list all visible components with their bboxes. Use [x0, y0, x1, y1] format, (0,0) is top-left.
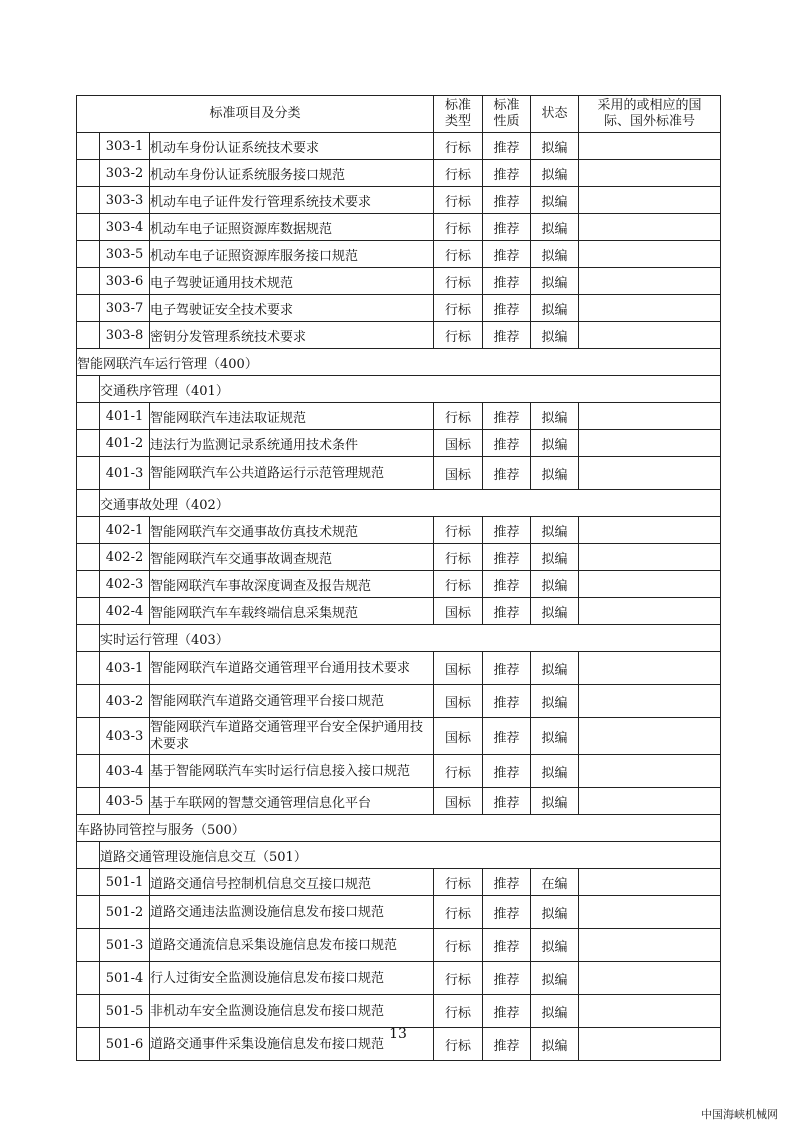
status-cell: 拟编 — [531, 241, 579, 268]
table-header-row — [77, 96, 721, 133]
indent-cell — [77, 685, 100, 718]
indent-cell — [77, 160, 100, 187]
reference-cell — [579, 995, 721, 1028]
code-cell: 403-3 — [100, 718, 150, 755]
name-cell: 非机动车安全监测设施信息发布接口规范 — [150, 995, 434, 1028]
name-cell: 道路交通流信息采集设施信息发布接口规范 — [150, 929, 434, 962]
nature-cell: 推荐 — [483, 544, 531, 571]
indent-cell — [77, 869, 100, 896]
subgroup-title-402: 交通事故处理（402） — [100, 490, 721, 517]
subgroup-row — [77, 376, 721, 403]
code-cell: 303-3 — [100, 187, 150, 214]
group-title-400: 智能网联汽车运行管理（400） — [77, 349, 721, 376]
indent-cell — [77, 403, 100, 430]
status-cell: 拟编 — [531, 268, 579, 295]
reference-cell — [579, 685, 721, 718]
subgroup-row — [77, 842, 721, 869]
reference-cell — [579, 187, 721, 214]
type-cell: 行标 — [434, 214, 483, 241]
header-reference: 采用的或相应的国 际、国外标准号 — [579, 96, 721, 133]
reference-cell — [579, 160, 721, 187]
indent-cell — [77, 544, 100, 571]
status-cell: 在编 — [531, 869, 579, 896]
nature-cell: 推荐 — [483, 403, 531, 430]
type-cell: 国标 — [434, 430, 483, 457]
indent-cell — [77, 788, 100, 815]
reference-cell — [579, 457, 721, 490]
indent-cell — [77, 241, 100, 268]
status-cell: 拟编 — [531, 571, 579, 598]
name-cell: 智能网联汽车交通事故仿真技术规范 — [150, 517, 434, 544]
header-status: 状态 — [531, 96, 579, 133]
status-cell: 拟编 — [531, 187, 579, 214]
header-nature: 标准 性质 — [483, 96, 531, 133]
reference-cell — [579, 214, 721, 241]
name-cell: 基于智能网联汽车实时运行信息接入接口规范 — [150, 755, 434, 788]
indent-cell — [77, 430, 100, 457]
table-row — [77, 896, 721, 929]
type-cell: 国标 — [434, 685, 483, 718]
code-cell: 403-2 — [100, 685, 150, 718]
status-cell: 拟编 — [531, 962, 579, 995]
table-row — [77, 962, 721, 995]
status-cell: 拟编 — [531, 929, 579, 962]
reference-cell — [579, 896, 721, 929]
code-cell: 501-2 — [100, 896, 150, 929]
subgroup-row — [77, 625, 721, 652]
indent-cell — [77, 376, 100, 403]
nature-cell: 推荐 — [483, 160, 531, 187]
type-cell: 行标 — [434, 896, 483, 929]
type-cell: 行标 — [434, 962, 483, 995]
name-cell: 行人过街安全监测设施信息发布接口规范 — [150, 962, 434, 995]
name-cell: 智能网联汽车公共道路运行示范管理规范 — [150, 457, 434, 490]
name-cell: 智能网联汽车交通事故调查规范 — [150, 544, 434, 571]
nature-cell: 推荐 — [483, 295, 531, 322]
nature-cell: 推荐 — [483, 517, 531, 544]
name-cell: 机动车电子证件发行管理系统技术要求 — [150, 187, 434, 214]
table-row — [77, 598, 721, 625]
status-cell: 拟编 — [531, 896, 579, 929]
indent-cell — [77, 571, 100, 598]
section-403b — [77, 755, 721, 815]
name-cell: 道路交通违法监测设施信息发布接口规范 — [150, 896, 434, 929]
type-cell: 行标 — [434, 160, 483, 187]
status-cell: 拟编 — [531, 403, 579, 430]
table-row — [77, 241, 721, 268]
type-cell: 行标 — [434, 517, 483, 544]
table-row — [77, 718, 721, 755]
code-cell: 403-1 — [100, 652, 150, 685]
name-cell: 智能网联汽车道路交通管理平台接口规范 — [150, 685, 434, 718]
indent-cell — [77, 214, 100, 241]
subgroup-row — [77, 490, 721, 517]
reference-cell — [579, 517, 721, 544]
type-cell: 行标 — [434, 1028, 483, 1061]
code-cell: 402-3 — [100, 571, 150, 598]
code-cell: 303-7 — [100, 295, 150, 322]
indent-cell — [77, 517, 100, 544]
type-cell: 行标 — [434, 187, 483, 214]
indent-cell — [77, 268, 100, 295]
name-cell: 机动车电子证照资源库服务接口规范 — [150, 241, 434, 268]
reference-cell — [579, 962, 721, 995]
type-cell: 行标 — [434, 133, 483, 160]
header-type: 标准 类型 — [434, 96, 483, 133]
table-row — [77, 133, 721, 160]
status-cell: 拟编 — [531, 295, 579, 322]
code-cell: 303-6 — [100, 268, 150, 295]
group-row — [77, 349, 721, 376]
table-row — [77, 869, 721, 896]
reference-cell — [579, 718, 721, 755]
type-cell: 行标 — [434, 322, 483, 349]
reference-cell — [579, 544, 721, 571]
table-row — [77, 160, 721, 187]
reference-cell — [579, 788, 721, 815]
status-cell: 拟编 — [531, 457, 579, 490]
type-cell: 行标 — [434, 571, 483, 598]
name-cell: 智能网联汽车车载终端信息采集规范 — [150, 598, 434, 625]
type-cell: 国标 — [434, 718, 483, 755]
code-cell: 401-1 — [100, 403, 150, 430]
group-row — [77, 815, 721, 842]
name-cell: 机动车身份认证系统服务接口规范 — [150, 160, 434, 187]
status-cell: 拟编 — [531, 598, 579, 625]
nature-cell: 推荐 — [483, 1028, 531, 1061]
code-cell: 501-3 — [100, 929, 150, 962]
status-cell: 拟编 — [531, 430, 579, 457]
indent-cell — [77, 490, 100, 517]
indent-cell — [77, 322, 100, 349]
indent-cell — [77, 755, 100, 788]
code-cell: 501-1 — [100, 869, 150, 896]
table-row — [77, 517, 721, 544]
code-cell: 403-5 — [100, 788, 150, 815]
type-cell: 行标 — [434, 544, 483, 571]
type-cell: 国标 — [434, 598, 483, 625]
indent-cell — [77, 896, 100, 929]
nature-cell: 推荐 — [483, 995, 531, 1028]
section-303 — [77, 133, 721, 349]
reference-cell — [579, 295, 721, 322]
table-row — [77, 295, 721, 322]
indent-cell — [77, 718, 100, 755]
reference-cell — [579, 869, 721, 896]
type-cell: 行标 — [434, 241, 483, 268]
type-cell: 行标 — [434, 268, 483, 295]
table-row — [77, 403, 721, 430]
name-cell: 智能网联汽车违法取证规范 — [150, 403, 434, 430]
watermark-text: 中国海峡机械网 — [701, 1108, 778, 1121]
table-row — [77, 430, 721, 457]
code-cell: 401-2 — [100, 430, 150, 457]
nature-cell: 推荐 — [483, 214, 531, 241]
table-row — [77, 685, 721, 718]
code-cell: 303-5 — [100, 241, 150, 268]
status-cell: 拟编 — [531, 755, 579, 788]
name-cell: 智能网联汽车道路交通管理平台通用技术要求 — [150, 652, 434, 685]
table-row — [77, 929, 721, 962]
indent-cell — [77, 842, 100, 869]
table-row — [77, 268, 721, 295]
name-cell: 电子驾驶证通用技术规范 — [150, 268, 434, 295]
section-402 — [77, 517, 721, 625]
code-cell: 501-5 — [100, 995, 150, 1028]
nature-cell: 推荐 — [483, 187, 531, 214]
type-cell: 国标 — [434, 788, 483, 815]
table-row — [77, 652, 721, 685]
status-cell: 拟编 — [531, 1028, 579, 1061]
name-cell: 道路交通事件采集设施信息发布接口规范 — [150, 1028, 434, 1061]
nature-cell: 推荐 — [483, 133, 531, 160]
indent-cell — [77, 598, 100, 625]
name-cell: 智能网联汽车道路交通管理平台安全保护通用技术要求 — [150, 718, 434, 755]
table-row — [77, 322, 721, 349]
header-item: 标准项目及分类 — [77, 96, 434, 133]
subgroup-title-401: 交通秩序管理（401） — [100, 376, 721, 403]
standards-table — [76, 95, 721, 1061]
nature-cell: 推荐 — [483, 962, 531, 995]
reference-cell — [579, 430, 721, 457]
reference-cell — [579, 571, 721, 598]
table-row — [77, 214, 721, 241]
type-cell: 行标 — [434, 995, 483, 1028]
code-cell: 501-6 — [100, 1028, 150, 1061]
nature-cell: 推荐 — [483, 457, 531, 490]
nature-cell: 推荐 — [483, 755, 531, 788]
reference-cell — [579, 652, 721, 685]
name-cell: 机动车身份认证系统技术要求 — [150, 133, 434, 160]
nature-cell: 推荐 — [483, 685, 531, 718]
indent-cell — [77, 929, 100, 962]
code-cell: 401-3 — [100, 457, 150, 490]
name-cell: 电子驾驶证安全技术要求 — [150, 295, 434, 322]
type-cell: 行标 — [434, 929, 483, 962]
reference-cell — [579, 755, 721, 788]
code-cell: 501-4 — [100, 962, 150, 995]
table-row — [77, 788, 721, 815]
indent-cell — [77, 187, 100, 214]
table-row — [77, 457, 721, 490]
nature-cell: 推荐 — [483, 571, 531, 598]
nature-cell: 推荐 — [483, 869, 531, 896]
reference-cell — [579, 929, 721, 962]
status-cell: 拟编 — [531, 995, 579, 1028]
nature-cell: 推荐 — [483, 788, 531, 815]
indent-cell — [77, 962, 100, 995]
code-cell: 403-4 — [100, 755, 150, 788]
type-cell: 国标 — [434, 652, 483, 685]
subgroup-title-501: 道路交通管理设施信息交互（501） — [100, 842, 721, 869]
nature-cell: 推荐 — [483, 896, 531, 929]
status-cell: 拟编 — [531, 652, 579, 685]
nature-cell: 推荐 — [483, 598, 531, 625]
type-cell: 行标 — [434, 755, 483, 788]
indent-cell — [77, 133, 100, 160]
indent-cell — [77, 457, 100, 490]
reference-cell — [579, 403, 721, 430]
reference-cell — [579, 268, 721, 295]
table-row — [77, 187, 721, 214]
subgroup-title-403: 实时运行管理（403） — [100, 625, 721, 652]
nature-cell: 推荐 — [483, 652, 531, 685]
code-cell: 303-8 — [100, 322, 150, 349]
name-cell: 智能网联汽车事故深度调查及报告规范 — [150, 571, 434, 598]
name-cell: 基于车联网的智慧交通管理信息化平台 — [150, 788, 434, 815]
nature-cell: 推荐 — [483, 430, 531, 457]
status-cell: 拟编 — [531, 718, 579, 755]
table-row — [77, 571, 721, 598]
status-cell: 拟编 — [531, 517, 579, 544]
indent-cell — [77, 652, 100, 685]
reference-cell — [579, 598, 721, 625]
code-cell: 402-4 — [100, 598, 150, 625]
type-cell: 行标 — [434, 869, 483, 896]
nature-cell: 推荐 — [483, 268, 531, 295]
code-cell: 303-1 — [100, 133, 150, 160]
name-cell: 道路交通信号控制机信息交互接口规范 — [150, 869, 434, 896]
status-cell: 拟编 — [531, 133, 579, 160]
status-cell: 拟编 — [531, 160, 579, 187]
section-403a — [77, 652, 721, 755]
code-cell: 402-1 — [100, 517, 150, 544]
section-401 — [77, 403, 721, 490]
status-cell: 拟编 — [531, 685, 579, 718]
reference-cell — [579, 322, 721, 349]
code-cell: 303-4 — [100, 214, 150, 241]
type-cell: 行标 — [434, 295, 483, 322]
indent-cell — [77, 995, 100, 1028]
nature-cell: 推荐 — [483, 929, 531, 962]
type-cell: 行标 — [434, 403, 483, 430]
status-cell: 拟编 — [531, 322, 579, 349]
name-cell: 机动车电子证照资源库数据规范 — [150, 214, 434, 241]
table-row — [77, 544, 721, 571]
type-cell: 国标 — [434, 457, 483, 490]
indent-cell — [77, 625, 100, 652]
code-cell: 402-2 — [100, 544, 150, 571]
status-cell: 拟编 — [531, 544, 579, 571]
page-number: 13 — [389, 1026, 407, 1042]
indent-cell — [77, 295, 100, 322]
nature-cell: 推荐 — [483, 322, 531, 349]
group-title-500: 车路协同管控与服务（500） — [77, 815, 721, 842]
status-cell: 拟编 — [531, 788, 579, 815]
table-row — [77, 755, 721, 788]
nature-cell: 推荐 — [483, 241, 531, 268]
name-cell: 违法行为监测记录系统通用技术条件 — [150, 430, 434, 457]
reference-cell — [579, 241, 721, 268]
nature-cell: 推荐 — [483, 718, 531, 755]
status-cell: 拟编 — [531, 214, 579, 241]
name-cell: 密钥分发管理系统技术要求 — [150, 322, 434, 349]
code-cell: 303-2 — [100, 160, 150, 187]
reference-cell — [579, 133, 721, 160]
table-row — [77, 995, 721, 1028]
